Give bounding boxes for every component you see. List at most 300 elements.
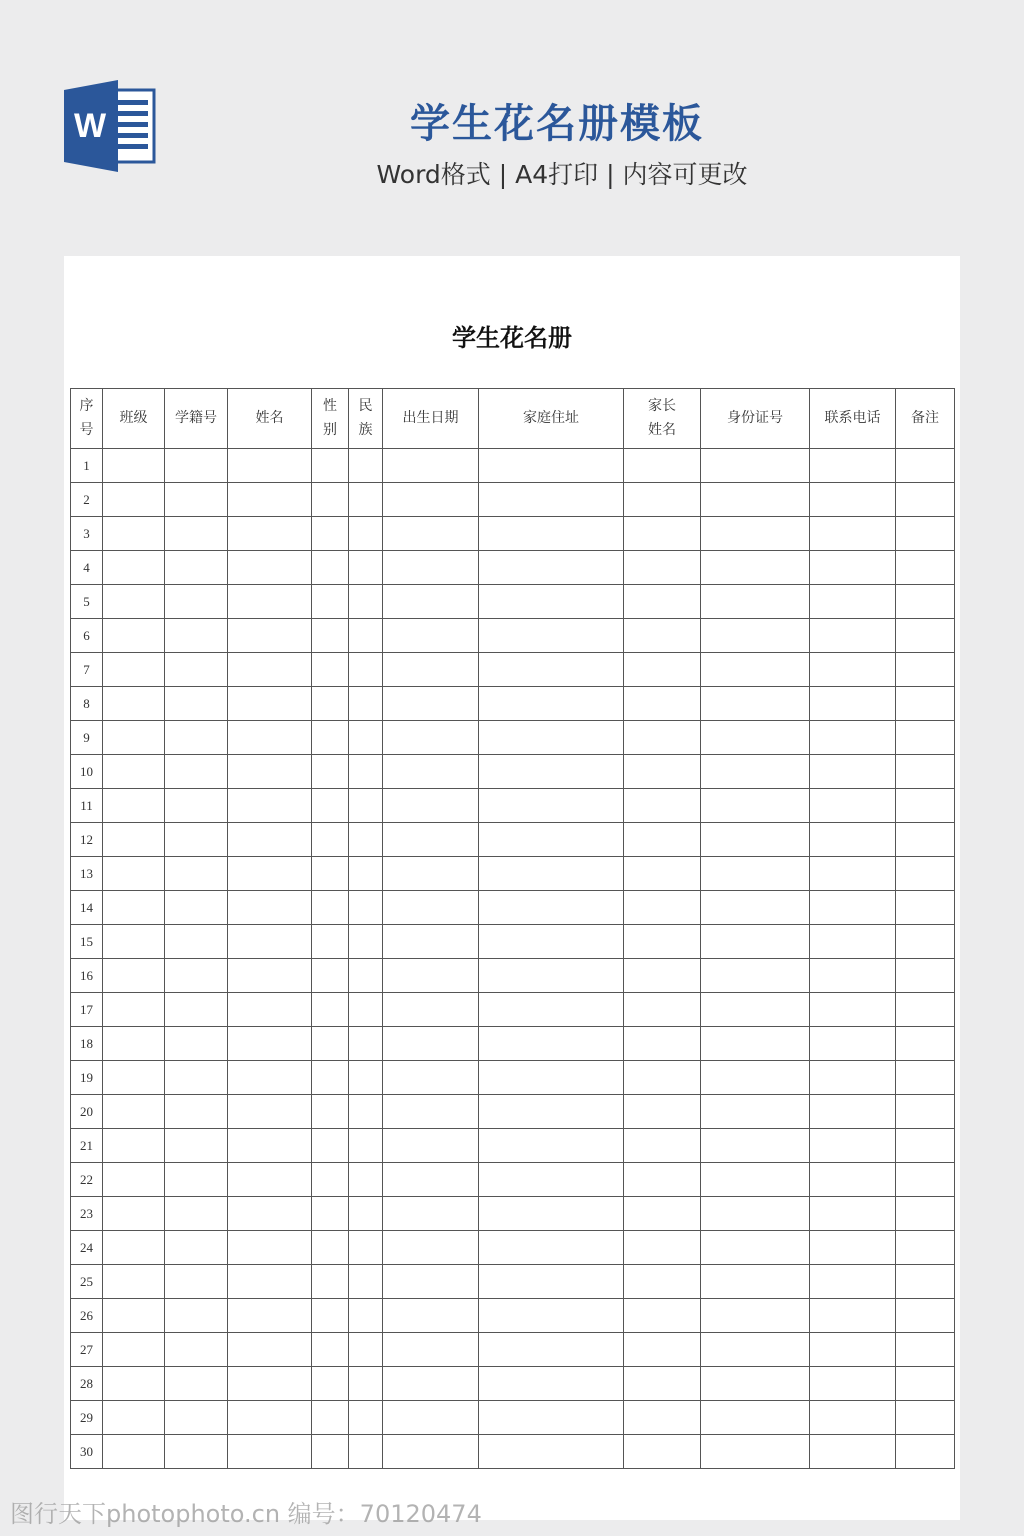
empty-cell	[228, 1061, 312, 1095]
table-row	[71, 687, 955, 721]
empty-cell	[165, 551, 228, 585]
empty-cell	[624, 823, 701, 857]
empty-cell	[383, 755, 479, 789]
empty-cell	[810, 721, 896, 755]
empty-cell	[349, 755, 383, 789]
empty-cell	[228, 823, 312, 857]
empty-cell	[312, 1435, 349, 1469]
empty-cell	[349, 1435, 383, 1469]
table-row	[71, 959, 955, 993]
table-row	[71, 721, 955, 755]
student-roster-table	[70, 388, 955, 1469]
empty-cell	[312, 1367, 349, 1401]
column-header: 民 族	[349, 389, 383, 449]
empty-cell	[624, 1299, 701, 1333]
empty-cell	[810, 959, 896, 993]
empty-cell	[165, 789, 228, 823]
empty-cell	[810, 1129, 896, 1163]
empty-cell	[624, 551, 701, 585]
empty-cell	[896, 891, 955, 925]
empty-cell	[896, 1435, 955, 1469]
empty-cell	[810, 1095, 896, 1129]
empty-cell	[624, 1197, 701, 1231]
row-number-cell: 14	[71, 891, 103, 925]
empty-cell	[228, 1265, 312, 1299]
empty-cell	[349, 857, 383, 891]
empty-cell	[624, 449, 701, 483]
empty-cell	[312, 959, 349, 993]
empty-cell	[701, 1061, 810, 1095]
empty-cell	[624, 993, 701, 1027]
empty-cell	[896, 1061, 955, 1095]
empty-cell	[810, 1027, 896, 1061]
empty-cell	[228, 517, 312, 551]
table-row	[71, 993, 955, 1027]
empty-cell	[701, 1027, 810, 1061]
empty-cell	[624, 483, 701, 517]
empty-cell	[624, 857, 701, 891]
empty-cell	[312, 1129, 349, 1163]
column-header: 学籍号	[165, 389, 228, 449]
empty-cell	[165, 1163, 228, 1197]
empty-cell	[701, 483, 810, 517]
empty-cell	[383, 687, 479, 721]
empty-cell	[312, 789, 349, 823]
empty-cell	[896, 1401, 955, 1435]
empty-cell	[896, 1333, 955, 1367]
empty-cell	[383, 789, 479, 823]
empty-cell	[624, 959, 701, 993]
empty-cell	[312, 857, 349, 891]
empty-cell	[624, 1265, 701, 1299]
empty-cell	[624, 891, 701, 925]
row-number-cell: 11	[71, 789, 103, 823]
empty-cell	[896, 1197, 955, 1231]
empty-cell	[479, 1231, 624, 1265]
column-header: 家庭住址	[479, 389, 624, 449]
empty-cell	[349, 1095, 383, 1129]
table-row	[71, 585, 955, 619]
empty-cell	[349, 449, 383, 483]
empty-cell	[810, 619, 896, 653]
row-number-cell: 15	[71, 925, 103, 959]
empty-cell	[383, 1299, 479, 1333]
empty-cell	[312, 1027, 349, 1061]
table-row	[71, 1265, 955, 1299]
logo-letter: W	[73, 107, 107, 145]
empty-cell	[479, 721, 624, 755]
empty-cell	[896, 1265, 955, 1299]
empty-cell	[810, 1265, 896, 1299]
empty-cell	[349, 925, 383, 959]
empty-cell	[896, 755, 955, 789]
empty-cell	[624, 1435, 701, 1469]
empty-cell	[228, 585, 312, 619]
row-number-cell: 2	[71, 483, 103, 517]
empty-cell	[810, 687, 896, 721]
row-number-cell: 18	[71, 1027, 103, 1061]
empty-cell	[312, 687, 349, 721]
empty-cell	[312, 483, 349, 517]
empty-cell	[165, 1231, 228, 1265]
empty-cell	[479, 857, 624, 891]
empty-cell	[228, 687, 312, 721]
empty-cell	[701, 789, 810, 823]
empty-cell	[624, 1401, 701, 1435]
empty-cell	[810, 1401, 896, 1435]
table-row	[71, 449, 955, 483]
empty-cell	[701, 619, 810, 653]
empty-cell	[103, 1129, 165, 1163]
empty-cell	[701, 857, 810, 891]
empty-cell	[349, 1299, 383, 1333]
empty-cell	[383, 517, 479, 551]
empty-cell	[896, 1129, 955, 1163]
row-number-cell: 27	[71, 1333, 103, 1367]
empty-cell	[349, 1265, 383, 1299]
empty-cell	[103, 959, 165, 993]
empty-cell	[228, 959, 312, 993]
empty-cell	[479, 1299, 624, 1333]
empty-cell	[103, 1027, 165, 1061]
empty-cell	[896, 721, 955, 755]
empty-cell	[624, 1367, 701, 1401]
empty-cell	[312, 755, 349, 789]
empty-cell	[479, 993, 624, 1027]
empty-cell	[103, 1061, 165, 1095]
empty-cell	[349, 551, 383, 585]
empty-cell	[896, 1095, 955, 1129]
empty-cell	[312, 1231, 349, 1265]
empty-cell	[479, 891, 624, 925]
empty-cell	[165, 483, 228, 517]
empty-cell	[349, 1401, 383, 1435]
empty-cell	[349, 1061, 383, 1095]
empty-cell	[312, 585, 349, 619]
empty-cell	[383, 653, 479, 687]
empty-cell	[479, 1197, 624, 1231]
empty-cell	[349, 1197, 383, 1231]
table-row	[71, 789, 955, 823]
empty-cell	[312, 1401, 349, 1435]
empty-cell	[103, 857, 165, 891]
empty-cell	[624, 789, 701, 823]
empty-cell	[479, 1333, 624, 1367]
empty-cell	[228, 993, 312, 1027]
row-number-cell: 30	[71, 1435, 103, 1469]
empty-cell	[896, 619, 955, 653]
empty-cell	[479, 925, 624, 959]
empty-cell	[103, 823, 165, 857]
empty-cell	[810, 789, 896, 823]
empty-cell	[165, 449, 228, 483]
empty-cell	[701, 1367, 810, 1401]
empty-cell	[228, 1027, 312, 1061]
empty-cell	[383, 993, 479, 1027]
table-row	[71, 551, 955, 585]
empty-cell	[165, 1027, 228, 1061]
empty-cell	[701, 1401, 810, 1435]
empty-cell	[103, 1299, 165, 1333]
row-number-cell: 21	[71, 1129, 103, 1163]
row-number-cell: 4	[71, 551, 103, 585]
promo-subtitle: Word格式 | A4打印 | 内容可更改	[376, 160, 748, 189]
empty-cell	[479, 1401, 624, 1435]
row-number-cell: 19	[71, 1061, 103, 1095]
empty-cell	[479, 1027, 624, 1061]
empty-cell	[228, 1367, 312, 1401]
empty-cell	[228, 1197, 312, 1231]
row-number-cell: 26	[71, 1299, 103, 1333]
empty-cell	[165, 721, 228, 755]
empty-cell	[312, 1061, 349, 1095]
empty-cell	[349, 517, 383, 551]
empty-cell	[165, 1367, 228, 1401]
table-row	[71, 619, 955, 653]
empty-cell	[896, 925, 955, 959]
table-row	[71, 891, 955, 925]
empty-cell	[312, 1197, 349, 1231]
empty-cell	[701, 449, 810, 483]
empty-cell	[103, 789, 165, 823]
empty-cell	[312, 653, 349, 687]
empty-cell	[312, 925, 349, 959]
empty-cell	[624, 1095, 701, 1129]
empty-cell	[103, 1435, 165, 1469]
empty-cell	[896, 653, 955, 687]
empty-cell	[810, 483, 896, 517]
empty-cell	[383, 857, 479, 891]
empty-cell	[228, 653, 312, 687]
empty-cell	[701, 1299, 810, 1333]
empty-cell	[479, 1367, 624, 1401]
empty-cell	[383, 1265, 479, 1299]
empty-cell	[479, 823, 624, 857]
empty-cell	[624, 755, 701, 789]
column-header: 身份证号	[701, 389, 810, 449]
empty-cell	[383, 823, 479, 857]
row-number-cell: 3	[71, 517, 103, 551]
watermark: 图行天下photophoto.cn 编号：70120474	[10, 1500, 482, 1528]
empty-cell	[228, 1231, 312, 1265]
empty-cell	[701, 721, 810, 755]
empty-cell	[165, 925, 228, 959]
empty-cell	[383, 483, 479, 517]
empty-cell	[165, 653, 228, 687]
empty-cell	[103, 1367, 165, 1401]
empty-cell	[103, 1163, 165, 1197]
empty-cell	[312, 517, 349, 551]
empty-cell	[810, 1435, 896, 1469]
empty-cell	[810, 1367, 896, 1401]
column-header: 出生日期	[383, 389, 479, 449]
empty-cell	[349, 653, 383, 687]
empty-cell	[165, 1401, 228, 1435]
empty-cell	[103, 1197, 165, 1231]
table-row	[71, 1367, 955, 1401]
empty-cell	[103, 1265, 165, 1299]
empty-cell	[383, 1129, 479, 1163]
empty-cell	[810, 1299, 896, 1333]
empty-cell	[349, 687, 383, 721]
column-header: 班级	[103, 389, 165, 449]
empty-cell	[228, 551, 312, 585]
empty-cell	[383, 1163, 479, 1197]
empty-cell	[479, 1435, 624, 1469]
empty-cell	[479, 1129, 624, 1163]
empty-cell	[479, 1163, 624, 1197]
empty-cell	[383, 1027, 479, 1061]
empty-cell	[228, 1435, 312, 1469]
empty-cell	[896, 959, 955, 993]
empty-cell	[103, 1333, 165, 1367]
empty-cell	[383, 721, 479, 755]
row-number-cell: 29	[71, 1401, 103, 1435]
empty-cell	[896, 1367, 955, 1401]
empty-cell	[349, 585, 383, 619]
empty-cell	[228, 483, 312, 517]
empty-cell	[896, 687, 955, 721]
document-title: 学生花名册	[452, 323, 572, 352]
table-row	[71, 1129, 955, 1163]
empty-cell	[103, 449, 165, 483]
empty-cell	[810, 449, 896, 483]
empty-cell	[701, 891, 810, 925]
empty-cell	[349, 959, 383, 993]
empty-cell	[103, 1401, 165, 1435]
empty-cell	[165, 891, 228, 925]
empty-cell	[701, 517, 810, 551]
empty-cell	[165, 755, 228, 789]
empty-cell	[165, 823, 228, 857]
empty-cell	[228, 1129, 312, 1163]
table-row	[71, 823, 955, 857]
empty-cell	[228, 1333, 312, 1367]
empty-cell	[165, 619, 228, 653]
empty-cell	[810, 823, 896, 857]
empty-cell	[701, 687, 810, 721]
empty-cell	[349, 1333, 383, 1367]
empty-cell	[349, 721, 383, 755]
empty-cell	[896, 517, 955, 551]
empty-cell	[624, 1129, 701, 1163]
empty-cell	[383, 1061, 479, 1095]
table-header-row	[71, 389, 955, 449]
empty-cell	[479, 619, 624, 653]
empty-cell	[624, 1163, 701, 1197]
empty-cell	[312, 619, 349, 653]
empty-cell	[228, 925, 312, 959]
empty-cell	[103, 755, 165, 789]
empty-cell	[810, 857, 896, 891]
row-number-cell: 25	[71, 1265, 103, 1299]
row-number-cell: 13	[71, 857, 103, 891]
empty-cell	[701, 1231, 810, 1265]
empty-cell	[383, 1197, 479, 1231]
empty-cell	[624, 1231, 701, 1265]
table-row	[71, 857, 955, 891]
empty-cell	[312, 1265, 349, 1299]
empty-cell	[312, 993, 349, 1027]
empty-cell	[383, 585, 479, 619]
row-number-cell: 23	[71, 1197, 103, 1231]
empty-cell	[103, 891, 165, 925]
empty-cell	[896, 1231, 955, 1265]
column-header: 联系电话	[810, 389, 896, 449]
empty-cell	[228, 1163, 312, 1197]
empty-cell	[896, 551, 955, 585]
empty-cell	[896, 1299, 955, 1333]
empty-cell	[701, 959, 810, 993]
empty-cell	[165, 993, 228, 1027]
empty-cell	[896, 1163, 955, 1197]
column-header: 性 别	[312, 389, 349, 449]
row-number-cell: 16	[71, 959, 103, 993]
empty-cell	[165, 687, 228, 721]
table-row	[71, 1333, 955, 1367]
empty-cell	[383, 1333, 479, 1367]
empty-cell	[383, 1435, 479, 1469]
empty-cell	[349, 823, 383, 857]
table-row	[71, 1435, 955, 1469]
empty-cell	[383, 1231, 479, 1265]
empty-cell	[383, 449, 479, 483]
empty-cell	[228, 449, 312, 483]
table-row	[71, 1095, 955, 1129]
table-row	[71, 1027, 955, 1061]
empty-cell	[383, 1401, 479, 1435]
empty-cell	[701, 1435, 810, 1469]
empty-cell	[810, 925, 896, 959]
column-header: 姓名	[228, 389, 312, 449]
empty-cell	[810, 1197, 896, 1231]
row-number-cell: 10	[71, 755, 103, 789]
row-number-cell: 1	[71, 449, 103, 483]
empty-cell	[165, 1435, 228, 1469]
promo-header	[0, 0, 1024, 250]
empty-cell	[810, 585, 896, 619]
empty-cell	[228, 857, 312, 891]
empty-cell	[810, 1163, 896, 1197]
empty-cell	[228, 619, 312, 653]
empty-cell	[349, 1231, 383, 1265]
empty-cell	[312, 551, 349, 585]
empty-cell	[349, 891, 383, 925]
row-number-cell: 24	[71, 1231, 103, 1265]
empty-cell	[810, 1061, 896, 1095]
row-number-cell: 5	[71, 585, 103, 619]
empty-cell	[701, 823, 810, 857]
empty-cell	[312, 1163, 349, 1197]
table-row	[71, 653, 955, 687]
empty-cell	[103, 993, 165, 1027]
empty-cell	[103, 1231, 165, 1265]
empty-cell	[383, 925, 479, 959]
empty-cell	[479, 1265, 624, 1299]
column-header: 家长 姓名	[624, 389, 701, 449]
table-row	[71, 1197, 955, 1231]
empty-cell	[810, 993, 896, 1027]
empty-cell	[103, 483, 165, 517]
empty-cell	[383, 891, 479, 925]
row-number-cell: 7	[71, 653, 103, 687]
table-row	[71, 517, 955, 551]
empty-cell	[701, 925, 810, 959]
empty-cell	[228, 721, 312, 755]
empty-cell	[349, 789, 383, 823]
empty-cell	[479, 551, 624, 585]
empty-cell	[896, 1027, 955, 1061]
